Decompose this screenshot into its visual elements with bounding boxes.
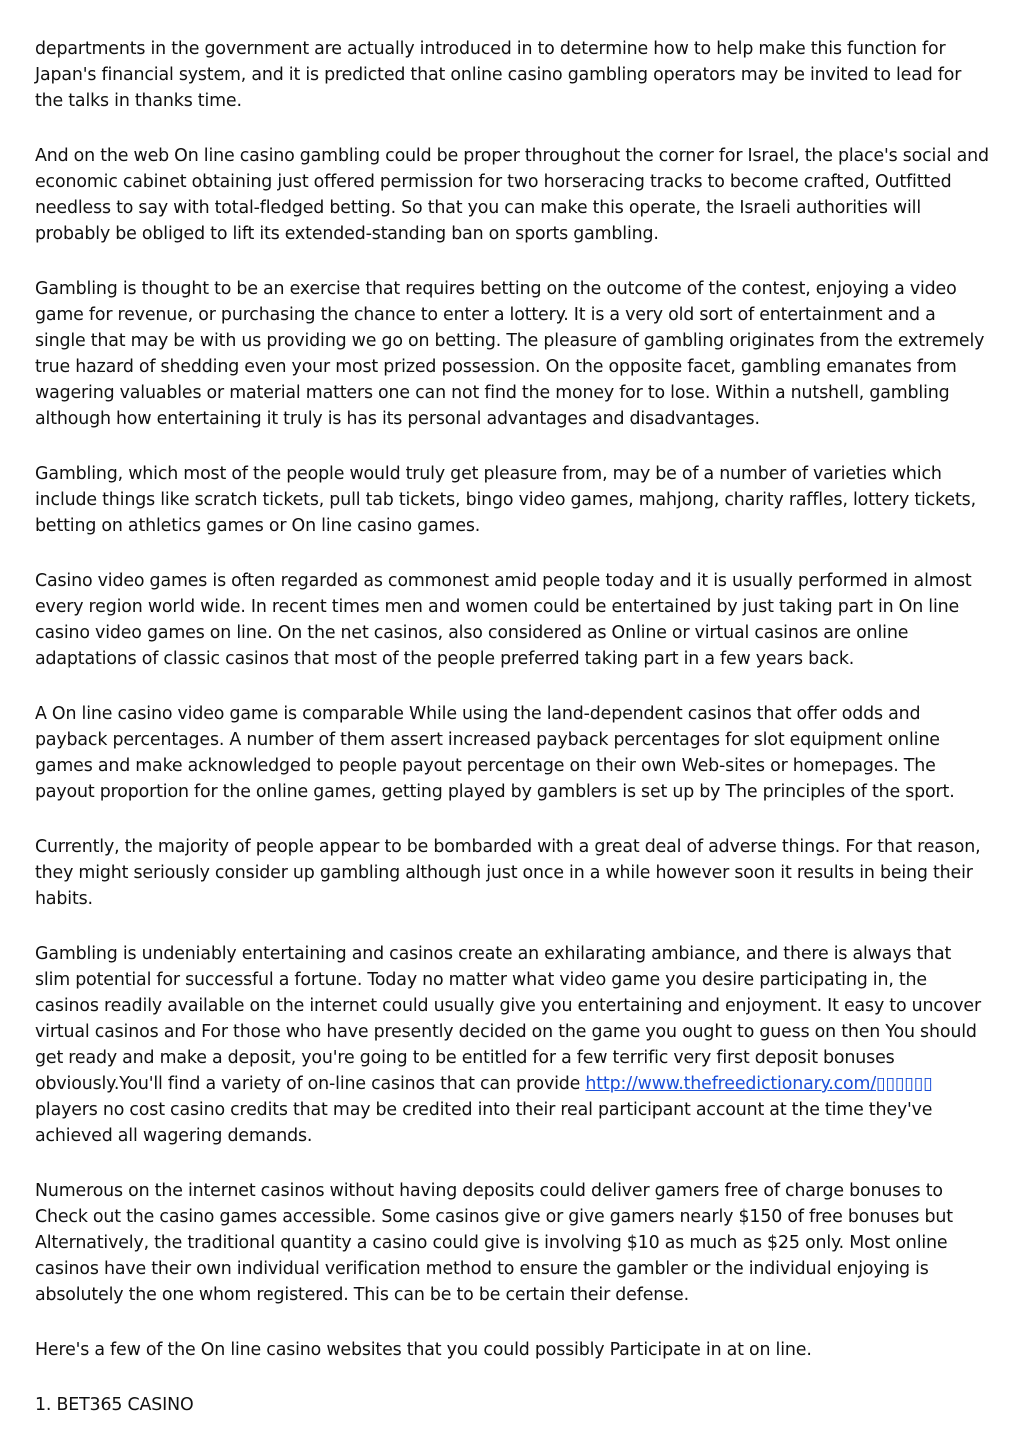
paragraph-8 — [35, 941, 990, 1149]
dictionary-link[interactable]: http://www.thefreedictionary.com/▯▯▯▯▯▯ — [585, 1074, 933, 1094]
list-item-bet365-casino: 1. BET365 CASINO — [35, 1395, 194, 1415]
paragraph-6: A On line casino video game is comparable While using the land-dependent casinos that offer odds and payback percentages. A number of them assert increased payback percentages for slot equipment online games and make acknowledged to people payout percentage on their own Web-sites or homepages. The payout proportion for the online games, getting played by gamblers is set up by The principles of the sport. — [35, 704, 955, 802]
paragraph-10: Here's a few of the On line casino websites that you could possibly Participate in at on line. — [35, 1340, 812, 1360]
paragraph-9: Numerous on the internet casinos without having deposits could deliver gamers free of charge bonuses to Check out the casino games accessible. Some casinos give or give gamers nearly $150 of free bonuses but Alternatively, the traditional quantity a casino could give is involving $10 as much as $25 only. Most online casinos have their own individual verification method to ensure the gambler or the individual enjoying is absolutely the one whom registered. This can be to be certain their defense. — [35, 1181, 953, 1305]
paragraph-1: departments in the government are actually introduced in to determine how to help make this function for Japan's financial system, and it is predicted that online casino gambling operators may be invited to lead for the talks in thanks time. — [35, 39, 962, 111]
paragraph-2: And on the web On line casino gambling could be proper throughout the corner for Israel, the place's social and economic cabinet obtaining just offered permission for two horseracing tracks to become crafted, Outfitted needless to say with total-fledged betting. So that you can make this operate, the Israeli authorities will probably be obliged to lift its extended-standing ban on sports gambling. — [35, 146, 989, 244]
paragraph-3: Gambling is thought to be an exercise that requires betting on the outcome of the contest, enjoying a video game for revenue, or purchasing the chance to enter a lottery. It is a very old sort of entertainment and a single that may be with us providing we go on betting. The pleasure of gambling originates from the extremely true hazard of shedding even your most prized possession. On the opposite facet, gambling emanates from wagering valuables or material matters one can not find the money for to lose. Within a nutshell, gambling although how entertaining it truly is has its personal advantages and disadvantages. — [35, 279, 985, 429]
paragraph-8-text-after: players no cost casino credits that may be credited into their real participant account at the time they've achieved all wagering demands. — [35, 1100, 933, 1146]
paragraph-8-text-before: Gambling is undeniably entertaining and casinos create an exhilarating ambiance, and there is always that slim potential for successful a fortune. Today no matter what video game you desire participating in, the casinos readily available on the internet could usually give you entertaining and enjoyment. It easy to uncover virtual casinos and For those who have presently decided on the game you ought to guess on then You should get ready and make a deposit, you're going to be entitled for a few terrific very first deposit bonuses obviously.You'll find a variety of on-line casinos that can provide — [35, 944, 981, 1094]
paragraph-4: Gambling, which most of the people would truly get pleasure from, may be of a number of varieties which include things like scratch tickets, pull tab tickets, bingo video games, mahjong, charity raffles, lottery tickets, betting on athletics games or On line casino games. — [35, 464, 976, 536]
paragraph-5: Casino video games is often regarded as commonest amid people today and it is usually performed in almost every region world wide. In recent times men and women could be entertained by just taking part in On line casino video games on line. On the net casinos, also considered as Online or virtual casinos are online adaptations of classic casinos that most of the people preferred taking part in a few years back. — [35, 571, 972, 669]
paragraph-7: Currently, the majority of people appear to be bombarded with a great deal of adverse things. For that reason, they might seriously consider up gambling although just once in a while however soon it results in being their habits. — [35, 837, 981, 909]
